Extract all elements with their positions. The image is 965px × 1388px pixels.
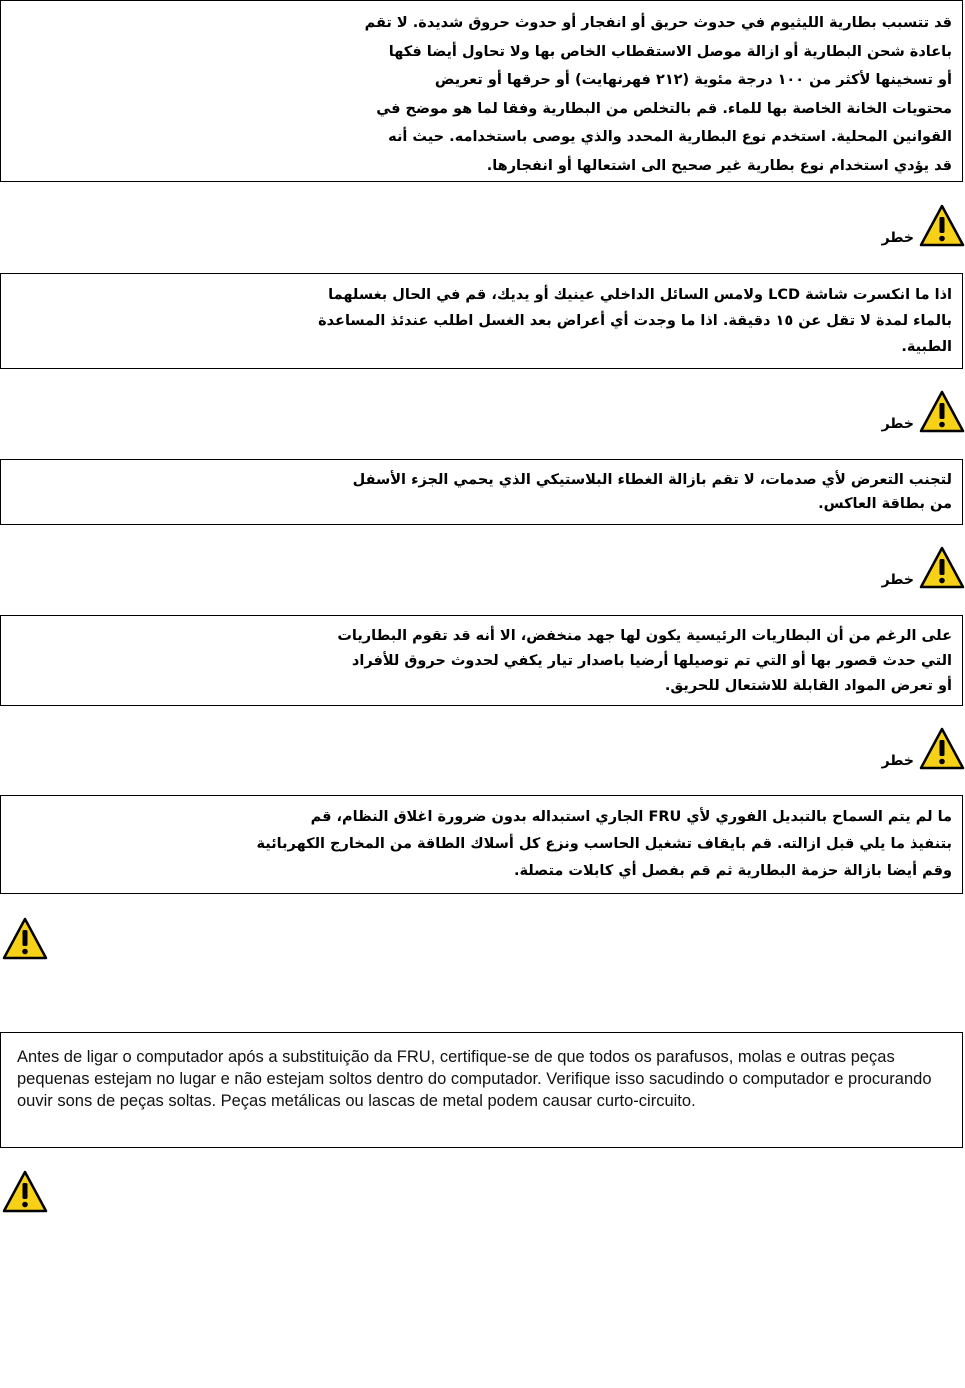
- notice-box-main-battery: [0, 615, 963, 706]
- notice-line: لتجنب التعرض لأي صدمات، لا تقم بازالة الغطاء البلاستيكي الذي يحمي الجزء الأسفل: [352, 472, 952, 488]
- danger-header: [845, 546, 965, 590]
- warning-triangle-icon: [919, 727, 965, 771]
- caution-triangle-icon: [2, 1170, 48, 1214]
- notice-line: باعادة شحن البطارية أو ازالة موصل الاستقطاب الخاص بها ولا تحاول أيضا فكها: [388, 43, 952, 60]
- notice-line: محتويات الخانة الخاصة بها للماء. قم بالتخلص من البطارية وفقا لما هو موضح في: [376, 100, 952, 117]
- caution-box-fru: [0, 1032, 963, 1148]
- notice-box-inverter: [0, 459, 963, 525]
- notice-line: من بطاقة العاكس.: [818, 496, 952, 512]
- caution-triangle-icon: [2, 917, 48, 961]
- notice-line: أو تعرض المواد القابلة للاشتعال للحريق.: [664, 678, 952, 694]
- notice-line: اذا ما انكسرت شاشة LCD ولامس السائل الداخلي عينيك أو يديك، قم في الحال بغسلهما: [328, 287, 952, 303]
- danger-label: خطر: [881, 416, 914, 432]
- danger-header: [845, 727, 965, 771]
- notice-box-lithium-battery: [0, 0, 963, 182]
- danger-header: [845, 390, 965, 434]
- notice-line: قد يؤدي استخدام نوع بطارية غير صحيح الى اشتعالها أو انفجارها.: [486, 157, 952, 174]
- warning-triangle-icon: [919, 546, 965, 590]
- notice-line: القوانين المحلية. استخدم نوع البطارية المحدد والذي يوصى باستخدامه. حيث أنه: [388, 129, 952, 145]
- notice-line: على الرغم من أن البطاريات الرئيسية يكون لها جهد منخفض، الا أنه قد تقوم البطاريات: [337, 628, 952, 644]
- notice-line: الطبية.: [901, 339, 952, 355]
- notice-line: ما لم يتم السماح بالتبديل الفوري لأي FRU الجاري استبداله بدون ضرورة اغلاق النظام، قم: [310, 809, 952, 825]
- warning-triangle-icon: [919, 390, 965, 434]
- notice-line: قد تتسبب بطارية الليثيوم في حدوث حريق أو انفجار أو حدوث حروق شديدة. لا تقم: [364, 15, 952, 31]
- caution-text: Antes de ligar o computador após a substituição da FRU, certifique-se de que todos os parafusos, molas e outras peças pequenas estejam no lugar e não estejam soltos dentro do computador. Verifique isso sacudindo o computador e procurando ouvir sons de peças soltas. Peças metálicas ou lascas de metal podem causar curto-circuito.: [17, 1048, 932, 1110]
- notice-line: وقم أيضا بازالة حزمة البطارية ثم قم بفصل أي كابلات متصلة.: [513, 863, 952, 879]
- notice-line: التي حدث قصور بها أو التي تم توصيلها أرضيا باصدار تيار يكفي لحدوث حروق للأفراد: [351, 653, 952, 669]
- danger-label: خطر: [881, 753, 914, 769]
- notice-box-fru-replacement: [0, 795, 963, 894]
- notice-line: بتنفيذ ما يلي قبل ازالته. قم بايقاف تشغيل الحاسب ونزع كل أسلاك الطاقة من المخارج الكهربائية: [256, 836, 952, 852]
- warning-triangle-icon: [919, 204, 965, 248]
- danger-label: خطر: [881, 230, 914, 246]
- notice-line: بالماء لمدة لا تقل عن ١٥ دقيقة. اذا ما وجدت أي أعراض بعد الغسل اطلب عندئذ المساعدة: [318, 313, 952, 329]
- notice-line: أو تسخينها لأكثر من ١٠٠ درجة مئوية (٢١٢ فهرنهايت) أو حرقها أو تعريض: [434, 72, 952, 88]
- danger-label: خطر: [881, 572, 914, 588]
- notice-box-lcd: [0, 273, 963, 369]
- danger-header: [845, 204, 965, 248]
